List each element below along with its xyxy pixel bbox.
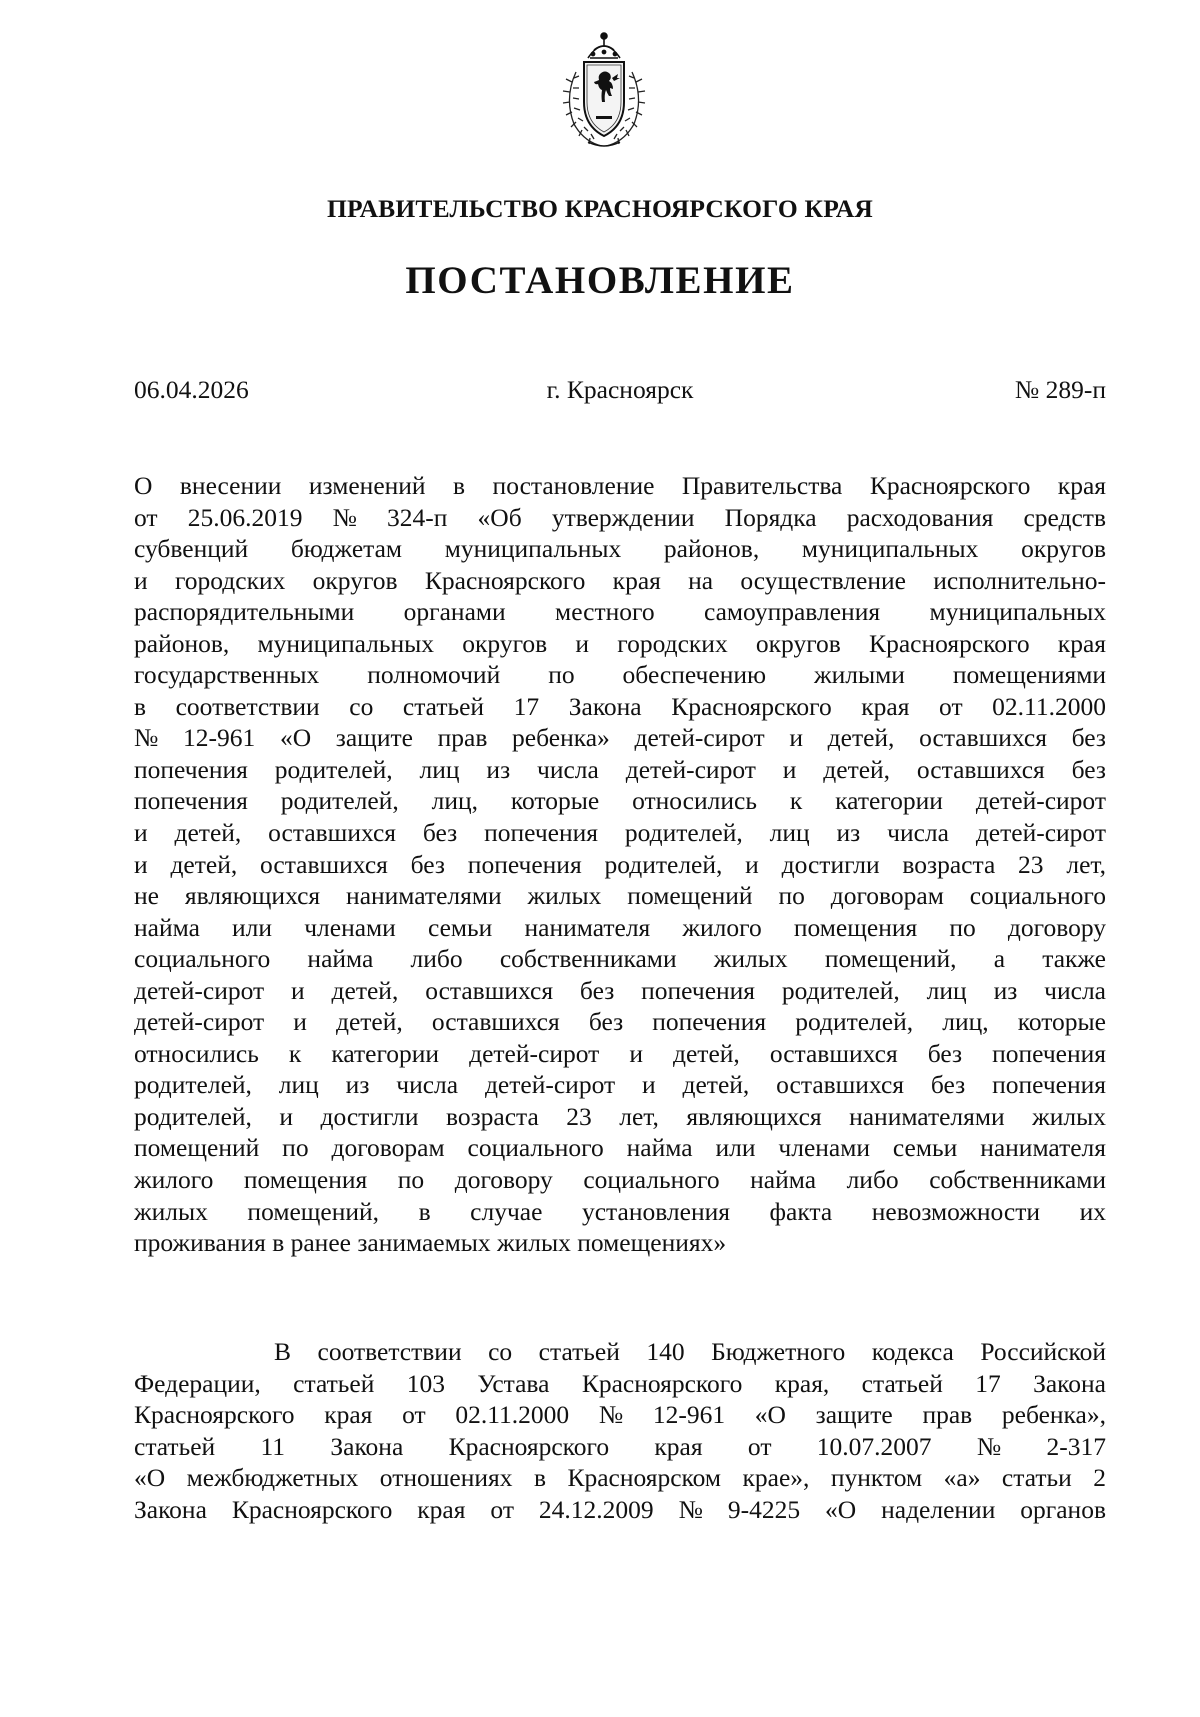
subject-line: найма или членами семьи нанимателя жилого помещения по договору <box>134 912 1106 942</box>
document-body <box>134 1336 1106 1525</box>
body-line: Федерации, статьей 103 Устава Красноярского края, статьей 17 Закона <box>134 1368 1106 1398</box>
body-line: статьей 11 Закона Красноярского края от 10.07.2007 № 2-317 <box>134 1431 1106 1461</box>
subject-line: О внесении изменений в постановление Правительства Красноярского края <box>134 471 1106 500</box>
subject-line: районов, муниципальных округов и городских округов Красноярского края <box>134 628 1106 658</box>
coat-of-arms-icon <box>560 28 648 153</box>
subject-line: социального найма либо собственниками жилых помещений, а также <box>134 944 1106 974</box>
body-line: Закона Красноярского края от 24.12.2009 № 9-4225 «О наделении органов <box>134 1494 1106 1524</box>
document-meta <box>134 375 1106 409</box>
subject-line: помещений по договорам социального найма или членами семьи нанимателя <box>134 1133 1106 1163</box>
subject-line: и детей, оставшихся без попечения родителей, и достигли возраста 23 лет, <box>134 849 1106 879</box>
subject-line: распорядительными органами местного самоуправления муниципальных <box>134 597 1106 627</box>
subject-line: проживания в ранее занимаемых жилых помещениях» <box>134 1228 727 1258</box>
body-line: «О межбюджетных отношениях в Красноярском крае», пунктом «а» статьи 2 <box>134 1463 1106 1492</box>
subject-line: субвенций бюджетам муниципальных районов, муниципальных округов <box>134 534 1106 564</box>
subject-line: № 12-961 «О защите прав ребенка» детей-сирот и детей, оставшихся без <box>134 723 1106 753</box>
subject-line: и городских округов Красноярского края на осуществление исполнительно- <box>134 565 1106 595</box>
subject-line: не являющихся нанимателями жилых помещений по договорам социального <box>134 881 1106 911</box>
subject-line: от 25.06.2019 № 324-п «Об утверждении Порядка расходования средств <box>134 502 1106 532</box>
document-type-title: ПОСТАНОВЛЕНИЕ <box>405 259 795 302</box>
document-number: № 289-п <box>1014 375 1106 404</box>
subject-line: и детей, оставшихся без попечения родителей, лиц из числа детей-сирот <box>134 818 1106 848</box>
subject-line: жилого помещения по договору социального найма либо собственниками <box>134 1165 1106 1195</box>
subject-line: попечения родителей, лиц из числа детей-сирот и детей, оставшихся без <box>134 754 1106 784</box>
subject-line: жилых помещений, в случае установления факта невозможности их <box>134 1196 1106 1226</box>
subject-line: родителей, и достигли возраста 23 лет, являющихся нанимателями жилых <box>134 1101 1106 1131</box>
body-line: В соответствии со статьей 140 Бюджетного кодекса Российской <box>274 1337 1106 1366</box>
subject-line: детей-сирот и детей, оставшихся без попечения родителей, лиц, которые <box>134 1007 1106 1037</box>
body-line: Красноярского края от 02.11.2000 № 12-961 «О защите прав ребенка», <box>134 1400 1106 1429</box>
subject-line: относились к категории детей-сирот и детей, оставшихся без попечения <box>134 1038 1106 1068</box>
subject-line: родителей, лиц из числа детей-сирот и детей, оставшихся без попечения <box>134 1070 1106 1100</box>
document-city: г. Красноярск <box>546 375 694 404</box>
organization-title: ПРАВИТЕЛЬСТВО КРАСНОЯРСКОГО КРАЯ <box>327 194 873 223</box>
subject-line: в соответствии со статьей 17 Закона Красноярского края от 02.11.2000 <box>134 691 1106 721</box>
document-subject <box>134 470 1106 1259</box>
subject-line: государственных полномочий по обеспечению жилыми помещениями <box>134 660 1106 690</box>
subject-line: попечения родителей, лиц, которые относились к категории детей-сирот <box>134 786 1106 816</box>
subject-line: детей-сирот и детей, оставшихся без попечения родителей, лиц из числа <box>134 975 1106 1005</box>
document-date: 06.04.2026 <box>134 375 249 404</box>
